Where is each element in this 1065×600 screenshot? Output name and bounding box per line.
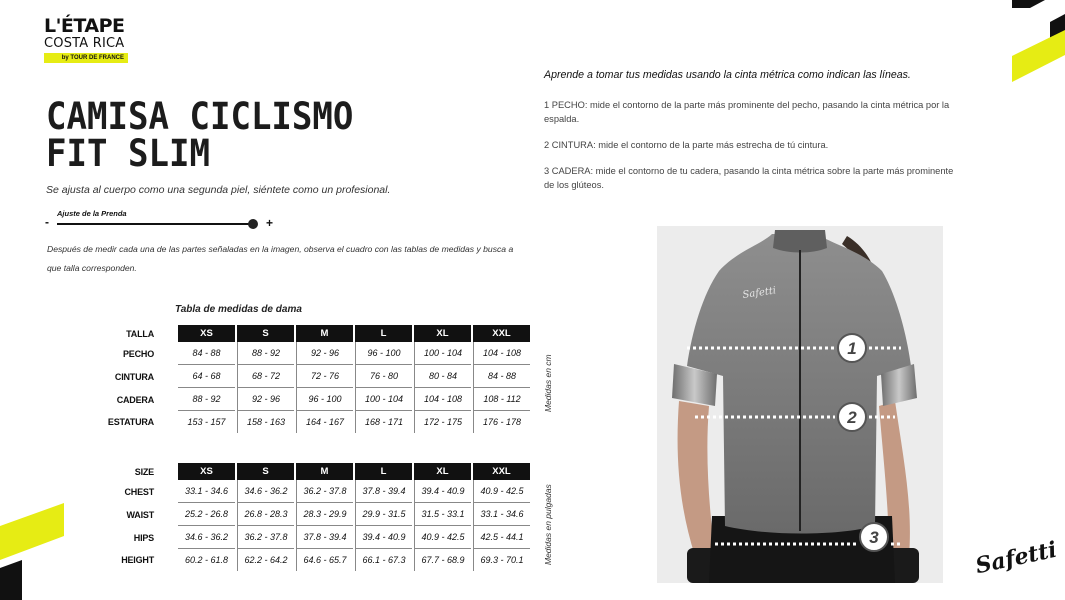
table-cell: 80 - 84 bbox=[414, 365, 471, 388]
title-line2: FIT SLIM bbox=[46, 132, 210, 175]
row-label: CINTURA bbox=[114, 371, 154, 382]
marker-1 bbox=[838, 334, 866, 362]
size-table-cm bbox=[34, 325, 532, 433]
table-cell: 69.3 - 70.1 bbox=[473, 549, 530, 571]
measure-item-chest: 1 PECHO: mide el contorno de la parte más prominente del pecho, pasando la cinta métrica por la espalda. bbox=[544, 100, 950, 124]
fit-label: Ajuste de la Prenda bbox=[57, 209, 127, 218]
safetti-logo: Safetti bbox=[973, 536, 1060, 580]
table-cell: 96 - 100 bbox=[296, 388, 353, 411]
marker-3-label: 3 bbox=[869, 528, 879, 547]
measure-item-waist: 2 CINTURA: mide el contorno de la parte más estrecha de tú cintura. bbox=[544, 140, 829, 150]
table-cell: 26.8 - 28.3 bbox=[237, 503, 294, 526]
deco-black-bottom-left bbox=[0, 560, 22, 600]
table-cell: 88 - 92 bbox=[178, 388, 235, 411]
row-label: CADERA bbox=[116, 394, 154, 405]
table-row bbox=[36, 365, 530, 388]
table-cell: 36.2 - 37.8 bbox=[296, 480, 353, 503]
table-cell: 100 - 104 bbox=[355, 388, 412, 411]
measure-item-hips: 3 CADERA: mide el contorno de tu cadera, pasando la cinta métrica sobre la parte más prominente de los glúteos. bbox=[544, 166, 954, 190]
table-cell: 31.5 - 33.1 bbox=[414, 503, 471, 526]
marker-3 bbox=[860, 523, 888, 551]
table-cell: 66.1 - 67.3 bbox=[355, 549, 412, 571]
table-header-label: SIZE bbox=[134, 466, 154, 477]
table-cell: 153 - 157 bbox=[187, 417, 226, 427]
table-cell: 172 - 175 bbox=[414, 411, 471, 433]
jersey-collar bbox=[773, 230, 827, 253]
table-cell: 34.6 - 36.2 bbox=[178, 526, 235, 549]
fit-slider-knob bbox=[248, 219, 258, 229]
table-cell: 37.8 - 39.4 bbox=[355, 480, 412, 503]
table-row bbox=[36, 342, 530, 365]
table-cell: 88 - 92 bbox=[237, 342, 294, 365]
size-header: XL bbox=[414, 325, 471, 342]
table-cell: 64 - 68 bbox=[178, 365, 235, 388]
table-cell: 84 - 88 bbox=[473, 365, 530, 388]
table-cell: 42.5 - 44.1 bbox=[473, 526, 530, 549]
row-label: HEIGHT bbox=[121, 555, 154, 565]
page-subtitle: Se ajusta al cuerpo como una segunda piel, siéntete como un profesional. bbox=[46, 184, 391, 196]
table-cell: 72 - 76 bbox=[296, 365, 353, 388]
table-cell: 164 - 167 bbox=[296, 411, 353, 433]
row-label: PECHO bbox=[122, 348, 154, 359]
measure-guide-title: Aprende a tomar tus medidas usando la cinta métrica como indican las líneas. bbox=[544, 69, 911, 81]
fit-slider-track bbox=[57, 223, 254, 225]
brand-line3: by TOUR DE FRANCE bbox=[44, 53, 128, 63]
table-cell: 37.8 - 39.4 bbox=[296, 526, 353, 549]
size-header: XS bbox=[178, 463, 235, 480]
table-cell: 39.4 - 40.9 bbox=[355, 526, 412, 549]
brand-logo bbox=[44, 17, 128, 63]
jersey-illustration bbox=[657, 226, 943, 583]
size-header: XXL bbox=[473, 325, 530, 342]
table-cell: 92 - 96 bbox=[237, 388, 294, 411]
row-label: WAIST bbox=[126, 509, 154, 520]
brand-line2: COSTA RICA bbox=[44, 35, 125, 52]
side-label-inches: Medidas en pulgadas bbox=[543, 484, 553, 565]
row-label: ESTATURA bbox=[107, 417, 154, 427]
table-cell: 29.9 - 31.5 bbox=[355, 503, 412, 526]
size-table-inches bbox=[34, 463, 532, 571]
table-cell: 64.6 - 65.7 bbox=[296, 549, 353, 571]
table-cell: 92 - 96 bbox=[296, 342, 353, 365]
marker-2-label: 2 bbox=[847, 408, 857, 427]
table-cell: 33.1 - 34.6 bbox=[473, 503, 530, 526]
size-header: M bbox=[296, 463, 353, 480]
table-cell: 104 - 108 bbox=[414, 388, 471, 411]
table-cell: 176 - 178 bbox=[473, 411, 530, 433]
row-label: CHEST bbox=[124, 486, 154, 497]
jersey-logo: Safetti bbox=[741, 285, 777, 301]
table-cell: 39.4 - 40.9 bbox=[414, 480, 471, 503]
table-header-label: TALLA bbox=[126, 328, 154, 339]
brand-line1: L'ÉTAPE bbox=[44, 15, 125, 37]
fit-minus-label: - bbox=[45, 215, 49, 229]
table-cell: 104 - 108 bbox=[473, 342, 530, 365]
size-header: M bbox=[296, 325, 353, 342]
table-cell: 67.7 - 68.9 bbox=[414, 549, 471, 571]
row-label: HIPS bbox=[133, 532, 154, 543]
table-cell: 84 - 88 bbox=[178, 342, 235, 365]
marker-2 bbox=[838, 403, 866, 431]
model-photo bbox=[657, 226, 943, 583]
size-header: L bbox=[355, 325, 412, 342]
title-line1: CAMISA CICLISMO bbox=[46, 95, 354, 138]
table-cm-title: Tabla de medidas de dama bbox=[175, 304, 302, 315]
table-cell: 76 - 80 bbox=[355, 365, 412, 388]
size-header: XL bbox=[414, 463, 471, 480]
table-row bbox=[36, 503, 530, 526]
table-cell: 40.9 - 42.5 bbox=[473, 480, 530, 503]
table-cell: 33.1 - 34.6 bbox=[178, 480, 235, 503]
fit-plus-label: + bbox=[266, 216, 274, 230]
table-cell: 108 - 112 bbox=[473, 388, 530, 411]
instructions-text: Después de medir cada una de las partes señaladas en la imagen, observa el cuadro con las tablas de medidas y busca a que talla corresponden. bbox=[47, 244, 514, 273]
deco-yellow-right bbox=[1012, 30, 1065, 82]
table-cell: 168 - 171 bbox=[355, 411, 412, 433]
table-row bbox=[36, 480, 530, 503]
table-cell: 36.2 - 37.8 bbox=[237, 526, 294, 549]
size-header: S bbox=[237, 325, 294, 342]
deco-black-top-right bbox=[1012, 0, 1045, 8]
table-cell: 40.9 - 42.5 bbox=[414, 526, 471, 549]
table-cell: 25.2 - 26.8 bbox=[178, 503, 235, 526]
size-header: L bbox=[355, 463, 412, 480]
table-row bbox=[36, 411, 530, 433]
size-header: XXL bbox=[473, 463, 530, 480]
marker-1-label: 1 bbox=[847, 339, 857, 358]
table-cell: 28.3 - 29.9 bbox=[296, 503, 353, 526]
table-row bbox=[36, 549, 530, 571]
side-label-cm: Medidas en cm bbox=[543, 354, 553, 412]
table-cell: 34.6 - 36.2 bbox=[237, 480, 294, 503]
size-header: XS bbox=[178, 325, 235, 342]
table-cell: 158 - 163 bbox=[237, 411, 294, 433]
table-cell: 62.2 - 64.2 bbox=[237, 549, 294, 571]
table-cell: 100 - 104 bbox=[414, 342, 471, 365]
table-row bbox=[36, 388, 530, 411]
table-row bbox=[36, 526, 530, 549]
table-cell: 96 - 100 bbox=[355, 342, 412, 365]
table-cell: 60.2 - 61.8 bbox=[184, 555, 229, 565]
table-cell: 68 - 72 bbox=[237, 365, 294, 388]
page-title bbox=[46, 95, 354, 175]
size-header: S bbox=[237, 463, 294, 480]
